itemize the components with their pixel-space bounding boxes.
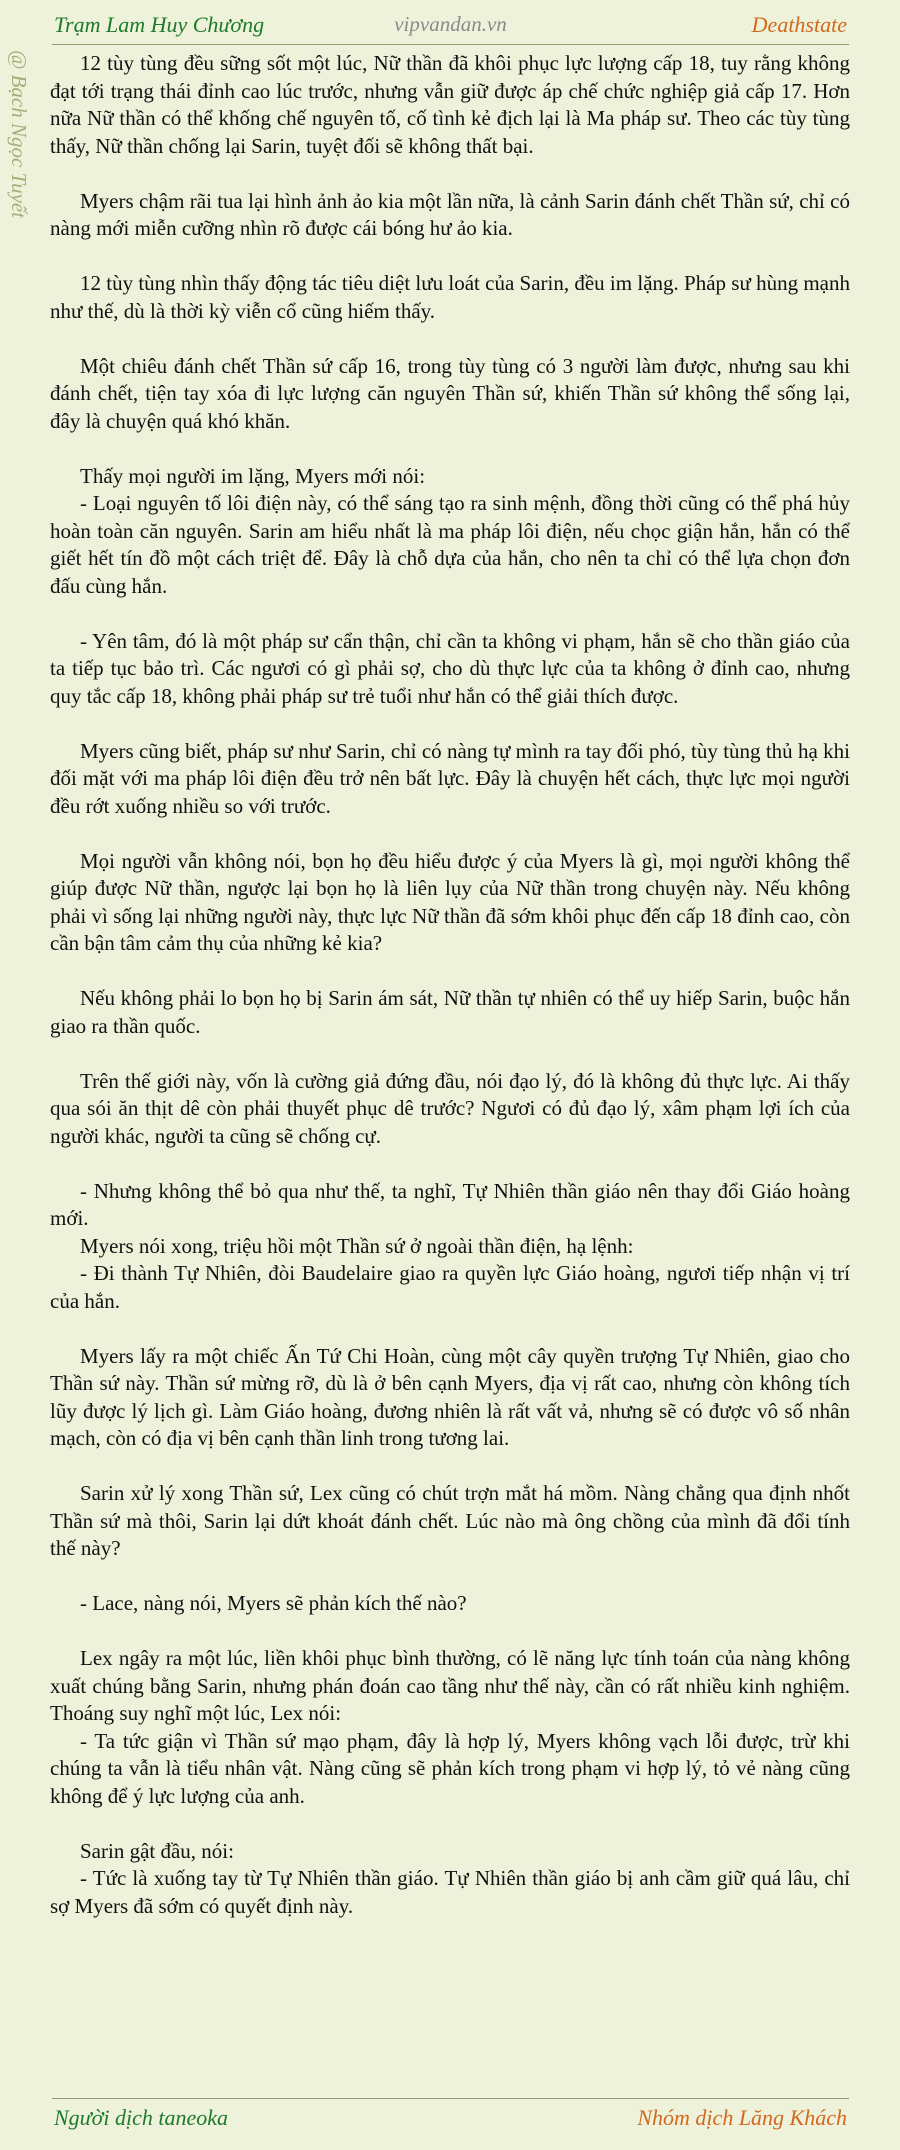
header-title: Trạm Lam Huy Chương [54,12,265,37]
paragraph: Sarin gật đầu, nói: [80,1838,234,1863]
paragraph: Thấy mọi người im lặng, Myers mới nói: [80,463,426,488]
paragraph: - Loại nguyên tố lôi điện này, có thể sáng tạo ra sinh mệnh, đồng thời cũng có thể phá hủy hoàn toàn căn nguyên. Sarin am hiểu nhất là ma pháp lôi điện, nếu chọc giận hắn, hắn có thể giết hết tín đồ một cách triệt để. Đây là chỗ dựa của hắn, cho nên ta chỉ có thể lựa chọn đơn đấu cùng hắn. [50,491,850,598]
chapter-body [50,50,850,2090]
paragraph: Myers cũng biết, pháp sư như Sarin, chỉ có nàng tự mình ra tay đối phó, tùy tùng thủ hạ khi đối mặt với ma pháp lôi điện đều trở nên bất lực. Đây là chuyện hết cách, thực lực mọi người đều rớt xuống nhiều so với trước. [50,738,850,818]
paragraph: 12 tùy tùng đều sững sốt một lúc, Nữ thần đã khôi phục lực lượng cấp 18, tuy rằng không đạt tới trạng thái đỉnh cao lúc trước, nhưng vẫn giữ được áp chế chức nghiệp giả cấp 17. Hơn nữa Nữ thần có thể khống chế nguyên tố, cố tình kẻ địch lại là Ma pháp sư. Theo các tùy tùng thấy, Nữ thần chống lại Sarin, tuyệt đối sẽ không thất bại. [50,51,850,158]
paragraph: Myers lấy ra một chiếc Ấn Tứ Chi Hoàn, cùng một cây quyền trượng Tự Nhiên, giao cho Thần sứ này. Thần sứ mừng rỡ, dù là ở bên cạnh Myers, địa vị rất cao, nhưng còn không tích lũy được lý lịch gì. Làm Giáo hoàng, đương nhiên là rất vất vả, nhưng sẽ có được vô số nhân mạch, còn có địa vị bên cạnh thần linh trong tương lai. [50,1343,850,1450]
paragraph: Một chiêu đánh chết Thần sứ cấp 16, trong tùy tùng có 3 người làm được, nhưng sau khi đánh chết, tiện tay xóa đi lực lượng căn nguyên Thần sứ, khiến Thần sứ không thể sống lại, đây là chuyện quá khó khăn. [50,353,850,433]
paragraph: - Yên tâm, đó là một pháp sư cẩn thận, chỉ cần ta không vi phạm, hắn sẽ cho thần giáo của ta tiếp tục bảo trì. Các ngươi có gì phải sợ, cho dù thực lực của ta không ở đỉnh cao, nhưng quy tắc cấp 18, không phải pháp sư trẻ tuổi như hắn có thể giải thích được. [50,628,850,708]
page-footer [52,2098,849,2135]
paragraph: 12 tùy tùng nhìn thấy động tác tiêu diệt lưu loát của Sarin, đều im lặng. Pháp sư hùng mạnh như thế, dù là thời kỳ viễn cổ cũng hiếm thấy. [50,271,850,323]
paragraph: - Ta tức giận vì Thần sứ mạo phạm, đây là hợp lý, Myers không vạch lỗi được, trừ khi chúng ta vẫn là tiểu nhân vật. Nàng cũng sẽ phản kích trong phạm vi hợp lý, tỏ vẻ nàng cũng không để ý lực lượng của anh. [50,1728,850,1808]
footer-group: Nhóm dịch Lăng Khách [637,2105,847,2130]
paragraph: Lex ngây ra một lúc, liền khôi phục bình thường, có lẽ năng lực tính toán của nàng không xuất chúng bằng Sarin, nhưng phán đoán cao tầng như thế này, cần có rất nhiều kinh nghiệm. Thoáng suy nghĩ một lúc, Lex nói: [50,1646,850,1725]
paragraph: Mọi người vẫn không nói, bọn họ đều hiểu được ý của Myers là gì, mọi người không thể giúp được Nữ thần, ngược lại bọn họ là liên lụy của Nữ thần trong chuyện này. Nếu không phải vì sống lại những người này, thực lực Nữ thần đã sớm khôi phục đến cấp 18 đỉnh cao, còn cần bận tâm cảm thụ của những kẻ kia? [50,848,850,955]
page-header [52,8,849,45]
paragraph: Trên thế giới này, vốn là cường giả đứng đầu, nói đạo lý, đó là không đủ thực lực. Ai thấy qua sói ăn thịt dê còn phải thuyết phục dê trước? Ngươi có đủ đạo lý, xâm phạm lợi ích của người khác, người ta cũng sẽ chống cự. [50,1068,850,1148]
side-label: @ Bạch Ngọc Tuyết [7,50,31,219]
footer-translator: Người dịch taneoka [54,2105,229,2130]
paragraph: Myers chậm rãi tua lại hình ảnh ảo kia một lần nữa, là cảnh Sarin đánh chết Thần sứ, chỉ có nàng mới miễn cưỡng nhìn rõ được cái bóng hư ảo kia. [50,188,850,240]
paragraph: - Nhưng không thể bỏ qua như thế, ta nghĩ, Tự Nhiên thần giáo nên thay đổi Giáo hoàng mới. [50,1178,850,1230]
header-site-link[interactable]: vipvandan.vn [394,12,507,36]
paragraph: Myers nói xong, triệu hồi một Thần sứ ở ngoài thần điện, hạ lệnh: [80,1233,634,1258]
paragraph: - Đi thành Tự Nhiên, đòi Baudelaire giao ra quyền lực Giáo hoàng, ngươi tiếp nhận vị trí của hắn. [50,1261,850,1313]
paragraph: Nếu không phải lo bọn họ bị Sarin ám sát, Nữ thần tự nhiên có thể uy hiếp Sarin, buộc hắn giao ra thần quốc. [50,986,850,1038]
paragraph: Sarin xử lý xong Thần sứ, Lex cũng có chút trợn mắt há mồm. Nàng chẳng qua định nhốt Thần sứ mà thôi, Sarin lại dứt khoát đánh chết. Lúc nào mà ông chồng của mình đã đổi tính thế này? [50,1481,850,1560]
paragraph: - Tức là xuống tay từ Tự Nhiên thần giáo. Tự Nhiên thần giáo bị anh cầm giữ quá lâu, chỉ sợ Myers đã sớm có quyết định này. [50,1866,850,1918]
header-author: Deathstate [751,12,847,37]
paragraph: - Lace, nàng nói, Myers sẽ phản kích thế nào? [80,1591,467,1615]
side-watermark [6,50,36,280]
